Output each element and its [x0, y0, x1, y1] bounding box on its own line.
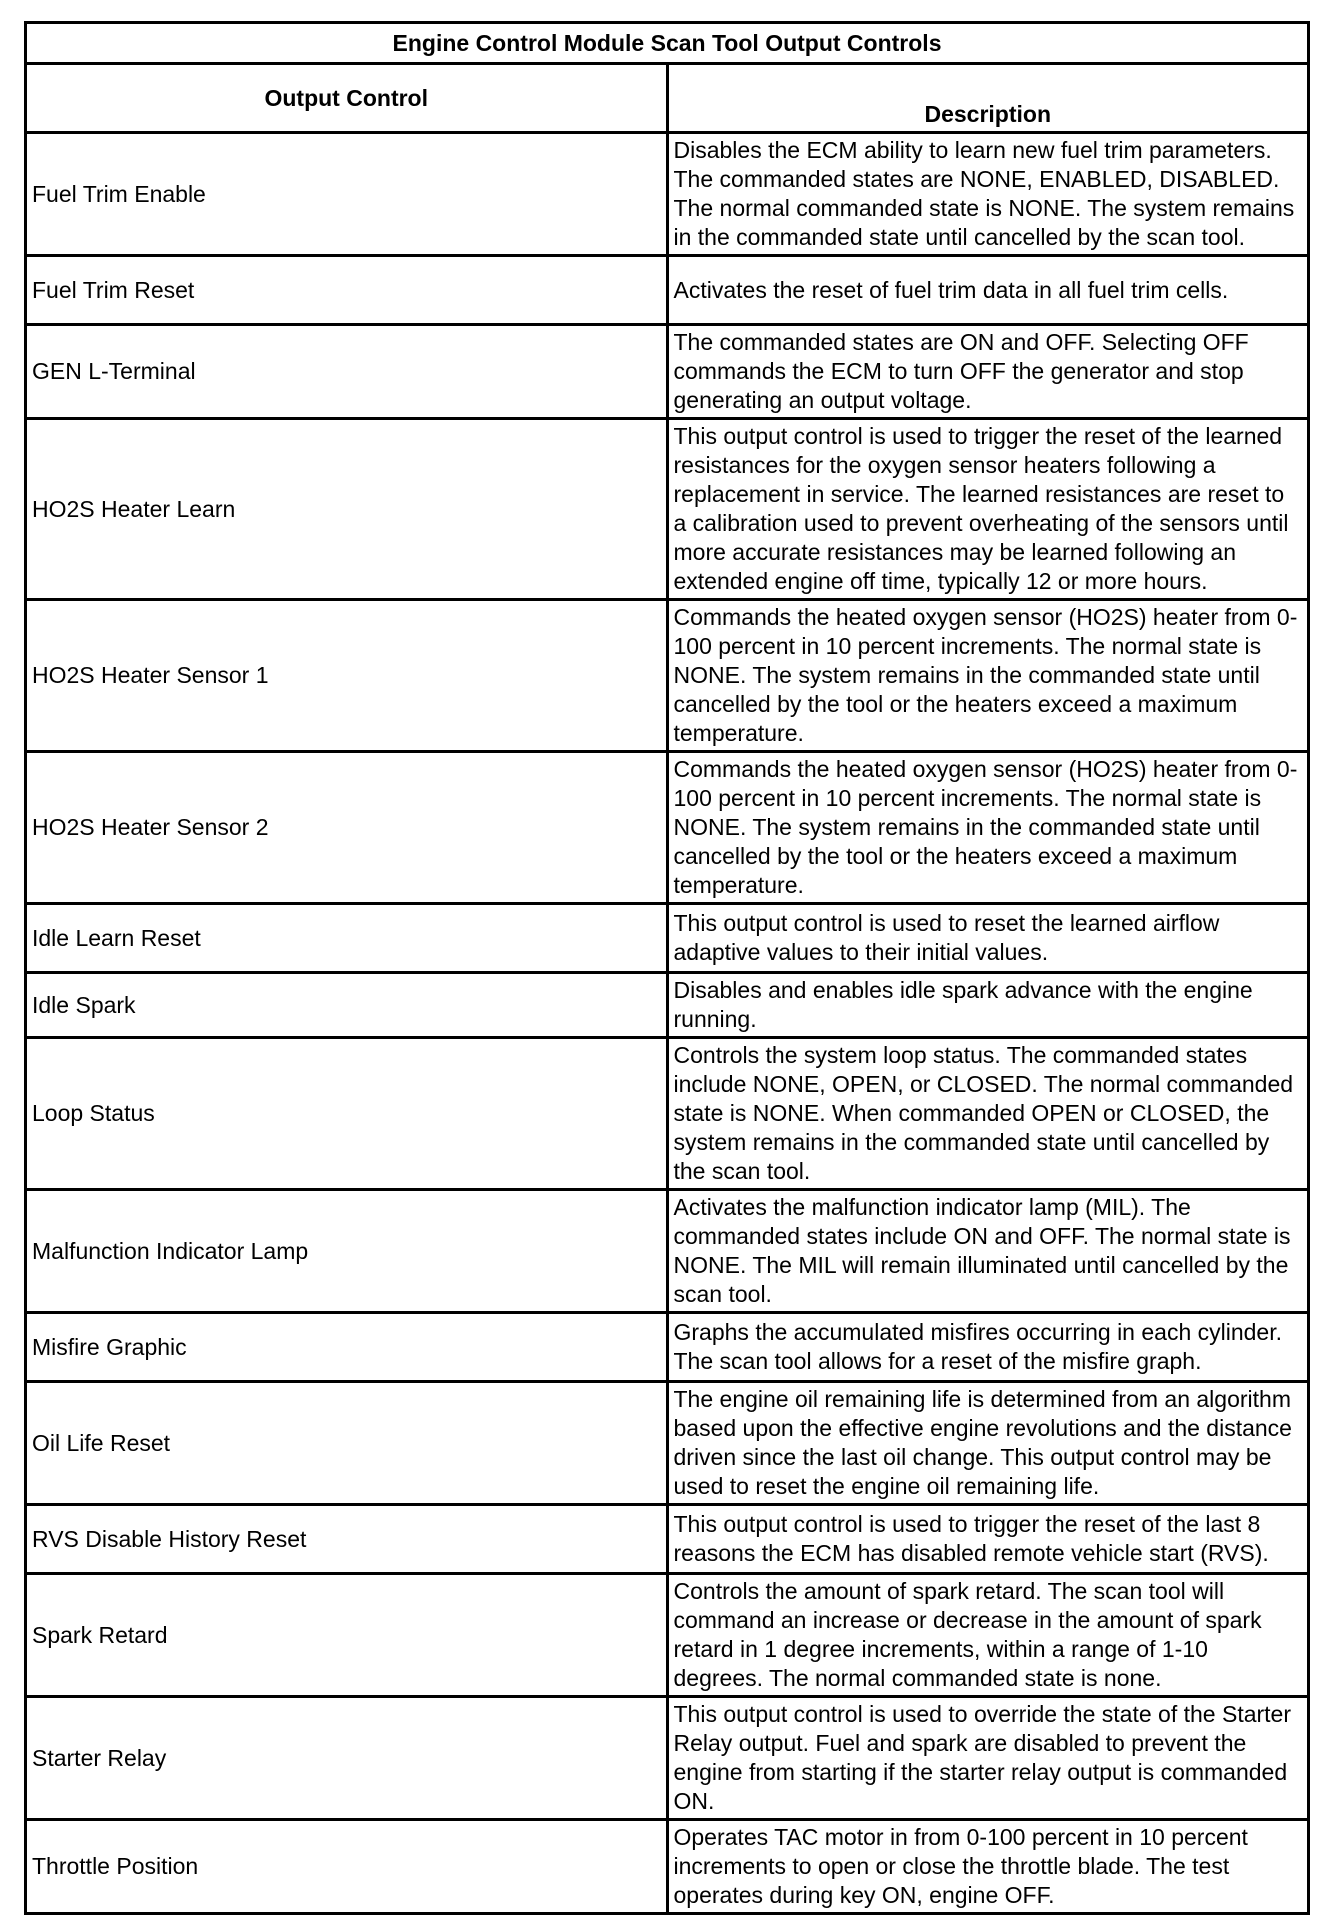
- description-cell: Disables the ECM ability to learn new fuel trim parameters. The commanded states are NONE, ENABLED, DISABLED. The normal commanded state is NONE. The system remains in the commanded state until cancelled by the scan tool.: [667, 133, 1309, 256]
- description-cell: Commands the heated oxygen sensor (HO2S) heater from 0-100 percent in 10 percent increments. The normal state is NONE. The system remains in the commanded state until cancelled by the tool or the heaters exceed a maximum temperature.: [667, 600, 1309, 752]
- table-row: [26, 904, 1309, 973]
- output-control-cell: Idle Learn Reset: [26, 904, 668, 973]
- output-control-cell: HO2S Heater Learn: [26, 419, 668, 600]
- description-cell: Commands the heated oxygen sensor (HO2S) heater from 0-100 percent in 10 percent increments. The normal state is NONE. The system remains in the commanded state until cancelled by the tool or the heaters exceed a maximum temperature.: [667, 752, 1309, 904]
- output-control-cell: HO2S Heater Sensor 2: [26, 752, 668, 904]
- description-cell: This output control is used to trigger the reset of the last 8 reasons the ECM has disabled remote vehicle start (RVS).: [667, 1505, 1309, 1574]
- output-control-cell: Misfire Graphic: [26, 1313, 668, 1382]
- table-row: [26, 256, 1309, 325]
- output-control-cell: Spark Retard: [26, 1574, 668, 1697]
- table-row: [26, 325, 1309, 419]
- description-cell: The commanded states are ON and OFF. Selecting OFF commands the ECM to turn OFF the generator and stop generating an output voltage.: [667, 325, 1309, 419]
- table-row: [26, 1382, 1309, 1505]
- description-cell: Activates the reset of fuel trim data in all fuel trim cells.: [667, 256, 1309, 325]
- output-controls-table: [24, 21, 1310, 1915]
- table-row: [26, 1190, 1309, 1313]
- table-row: [26, 133, 1309, 256]
- table-row: [26, 1038, 1309, 1190]
- description-cell: This output control is used to trigger the reset of the learned resistances for the oxygen sensor heaters following a replacement in service. The learned resistances are reset to a calibration used to prevent overheating of the sensors until more accurate resistances may be learned following an extended engine off time, typically 12 or more hours.: [667, 419, 1309, 600]
- table-row: [26, 752, 1309, 904]
- header-row: [26, 64, 1309, 133]
- output-control-header: Output Control: [26, 64, 668, 133]
- output-control-cell: HO2S Heater Sensor 1: [26, 600, 668, 752]
- description-cell: The engine oil remaining life is determined from an algorithm based upon the effective engine revolutions and the distance driven since the last oil change. This output control may be used to reset the engine oil remaining life.: [667, 1382, 1309, 1505]
- output-control-cell: Loop Status: [26, 1038, 668, 1190]
- title-row: [26, 23, 1309, 64]
- table-row: [26, 1574, 1309, 1697]
- output-control-cell: Malfunction Indicator Lamp: [26, 1190, 668, 1313]
- description-cell: Controls the system loop status. The commanded states include NONE, OPEN, or CLOSED. The normal commanded state is NONE. When commanded OPEN or CLOSED, the system remains in the commanded state until cancelled by the scan tool.: [667, 1038, 1309, 1190]
- table-row: [26, 600, 1309, 752]
- output-control-cell: Starter Relay: [26, 1697, 668, 1820]
- table-row: [26, 1505, 1309, 1574]
- output-control-cell: Fuel Trim Enable: [26, 133, 668, 256]
- description-header: Description: [667, 64, 1309, 133]
- table-row: [26, 419, 1309, 600]
- table-title: Engine Control Module Scan Tool Output Controls: [26, 23, 1309, 64]
- description-cell: Activates the malfunction indicator lamp (MIL). The commanded states include ON and OFF. The normal state is NONE. The MIL will remain illuminated until cancelled by the scan tool.: [667, 1190, 1309, 1313]
- output-control-cell: Oil Life Reset: [26, 1382, 668, 1505]
- output-control-cell: Throttle Position: [26, 1820, 668, 1914]
- table-row: [26, 1697, 1309, 1820]
- output-control-cell: RVS Disable History Reset: [26, 1505, 668, 1574]
- description-cell: This output control is used to override the state of the Starter Relay output. Fuel and spark are disabled to prevent the engine from starting if the starter relay output is commanded ON.: [667, 1697, 1309, 1820]
- description-cell: Operates TAC motor in from 0-100 percent in 10 percent increments to open or close the throttle blade. The test operates during key ON, engine OFF.: [667, 1820, 1309, 1914]
- table-row: [26, 1313, 1309, 1382]
- output-control-cell: Fuel Trim Reset: [26, 256, 668, 325]
- description-cell: Disables and enables idle spark advance with the engine running.: [667, 973, 1309, 1038]
- description-cell: This output control is used to reset the learned airflow adaptive values to their initial values.: [667, 904, 1309, 973]
- description-cell: Graphs the accumulated misfires occurring in each cylinder. The scan tool allows for a reset of the misfire graph.: [667, 1313, 1309, 1382]
- output-control-cell: GEN L-Terminal: [26, 325, 668, 419]
- output-control-cell: Idle Spark: [26, 973, 668, 1038]
- description-cell: Controls the amount of spark retard. The scan tool will command an increase or decrease in the amount of spark retard in 1 degree increments, within a range of 1-10 degrees. The normal commanded state is none.: [667, 1574, 1309, 1697]
- table-row: [26, 973, 1309, 1038]
- table-row: [26, 1820, 1309, 1914]
